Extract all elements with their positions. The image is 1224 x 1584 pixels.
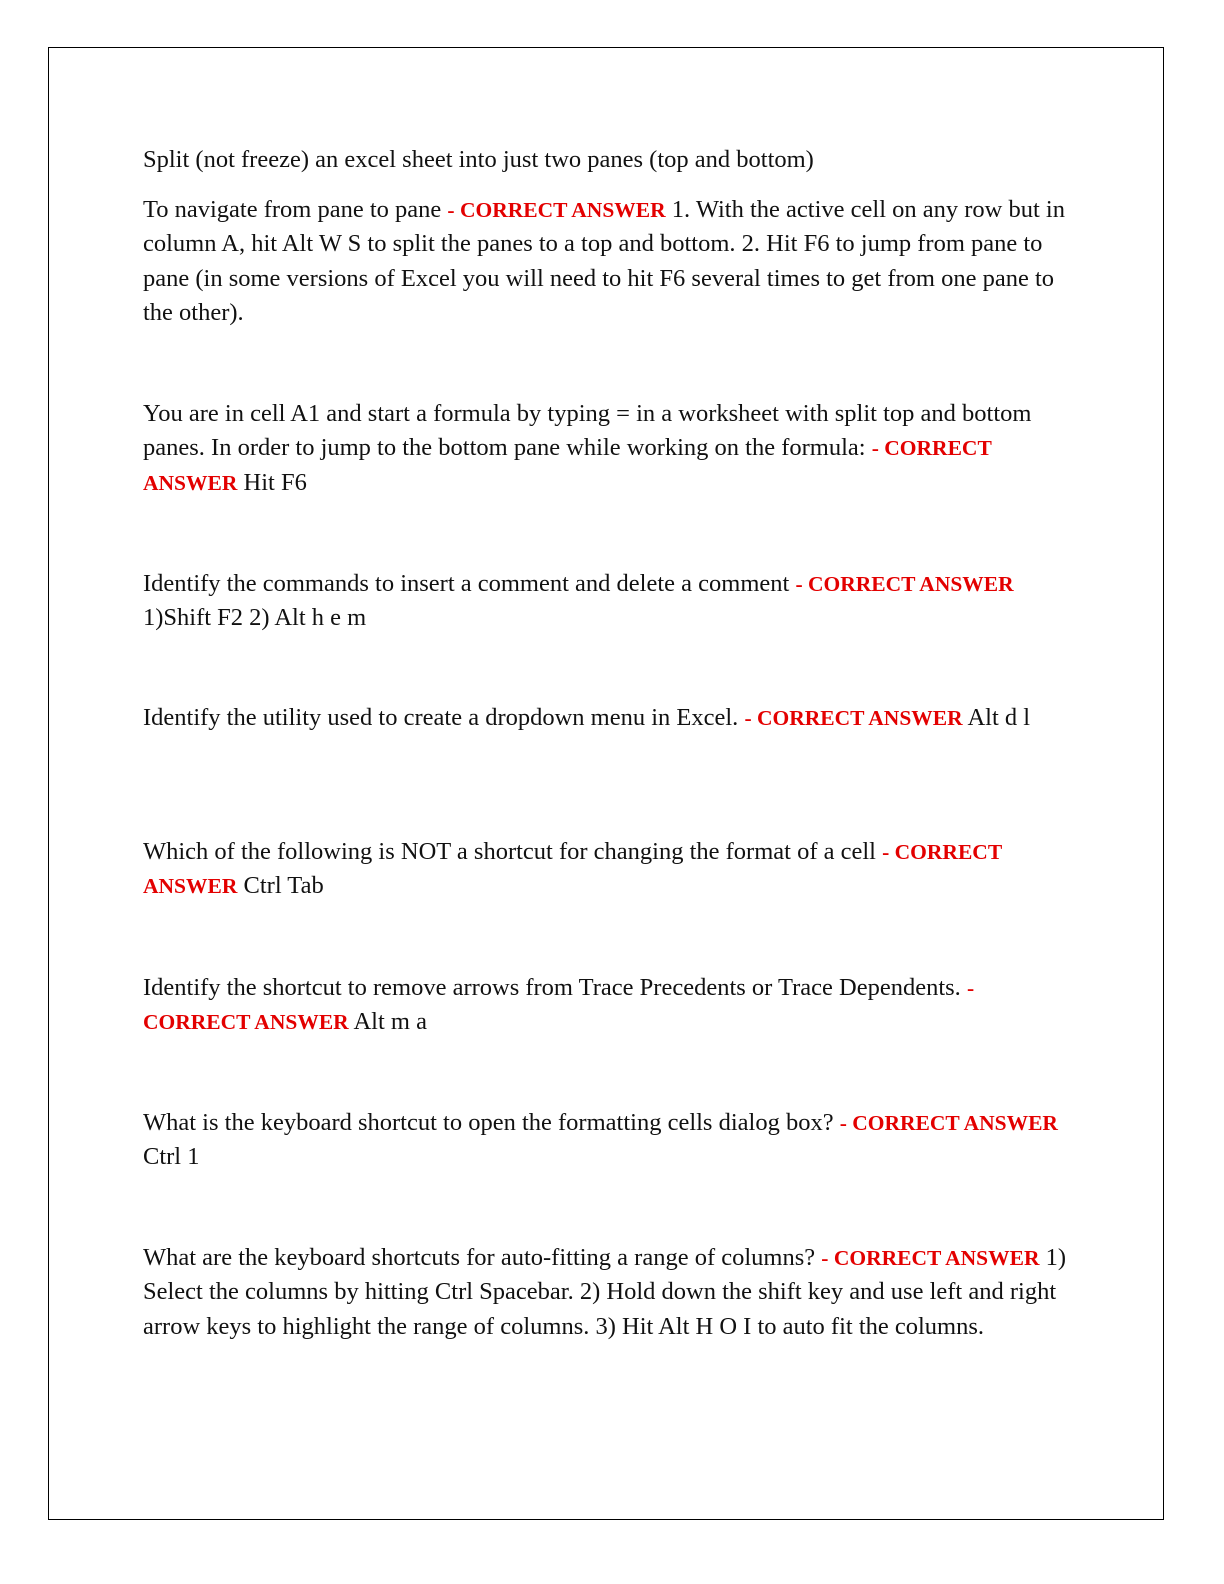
answer-label: - CORRECT ANSWER	[447, 198, 666, 222]
question-text: Identify the commands to insert a comment and delete a comment	[143, 570, 790, 597]
document-heading: Split (not freeze) an excel sheet into just two panes (top and bottom)	[143, 146, 814, 173]
answer-text: Ctrl Tab	[243, 872, 324, 900]
answer-label: - CORRECT ANSWER	[744, 706, 963, 730]
answer-text: 1)Shift F2 2) Alt h e m	[143, 604, 367, 632]
qa-item	[143, 1106, 1078, 1175]
qa-item	[143, 567, 1078, 636]
answer-label: - CORRECT ANSWER	[143, 436, 992, 495]
qa-item	[143, 971, 1078, 1040]
question-text: Identify the utility used to create a dropdown menu in Excel.	[143, 704, 739, 731]
answer-label: - CORRECT ANSWER	[821, 1246, 1040, 1270]
answer-text: Hit F6	[243, 468, 307, 496]
question-text: Which of the following is NOT a shortcut for changing the format of a cell	[143, 838, 876, 865]
qa-item	[143, 193, 1078, 331]
question-text: What are the keyboard shortcuts for auto-fitting a range of columns?	[143, 1244, 816, 1271]
question-text: Identify the shortcut to remove arrows from Trace Precedents or Trace Dependents.	[143, 974, 961, 1001]
question-text: You are in cell A1 and start a formula by typing = in a worksheet with split top and bottom panes. In order to jump to the bottom pane while working on the formula:	[143, 400, 1032, 462]
question-text: To navigate from pane to pane	[143, 196, 442, 223]
answer-text: 1. With the active cell on any row but in column A, hit Alt W S to split the panes to a top and bottom. 2. Hit F6 to jump from pane to pane (in some versions of Excel you will need to hit F6 several times to get from one pane to the other).	[143, 196, 1065, 327]
qa-item	[143, 1241, 1078, 1344]
question-text: What is the keyboard shortcut to open the formatting cells dialog box?	[143, 1109, 834, 1136]
answer-label: - CORRECT ANSWER	[795, 572, 1014, 596]
answer-text: Ctrl 1	[143, 1143, 200, 1171]
answer-text: Alt d l	[967, 704, 1031, 731]
answer-text: Alt m a	[353, 1008, 427, 1036]
qa-item	[143, 701, 1078, 735]
answer-label: - CORRECT ANSWER	[143, 976, 975, 1035]
answer-label: - CORRECT ANSWER	[143, 840, 1002, 899]
answer-text: 1) Select the columns by hitting Ctrl Spacebar. 2) Hold down the shift key and use left and right arrow keys to highlight the range of columns. 3) Hit Alt H O I to auto fit the columns.	[143, 1244, 1067, 1340]
answer-label: - CORRECT ANSWER	[839, 1111, 1058, 1135]
qa-item	[143, 397, 1078, 500]
qa-item	[143, 835, 1078, 904]
